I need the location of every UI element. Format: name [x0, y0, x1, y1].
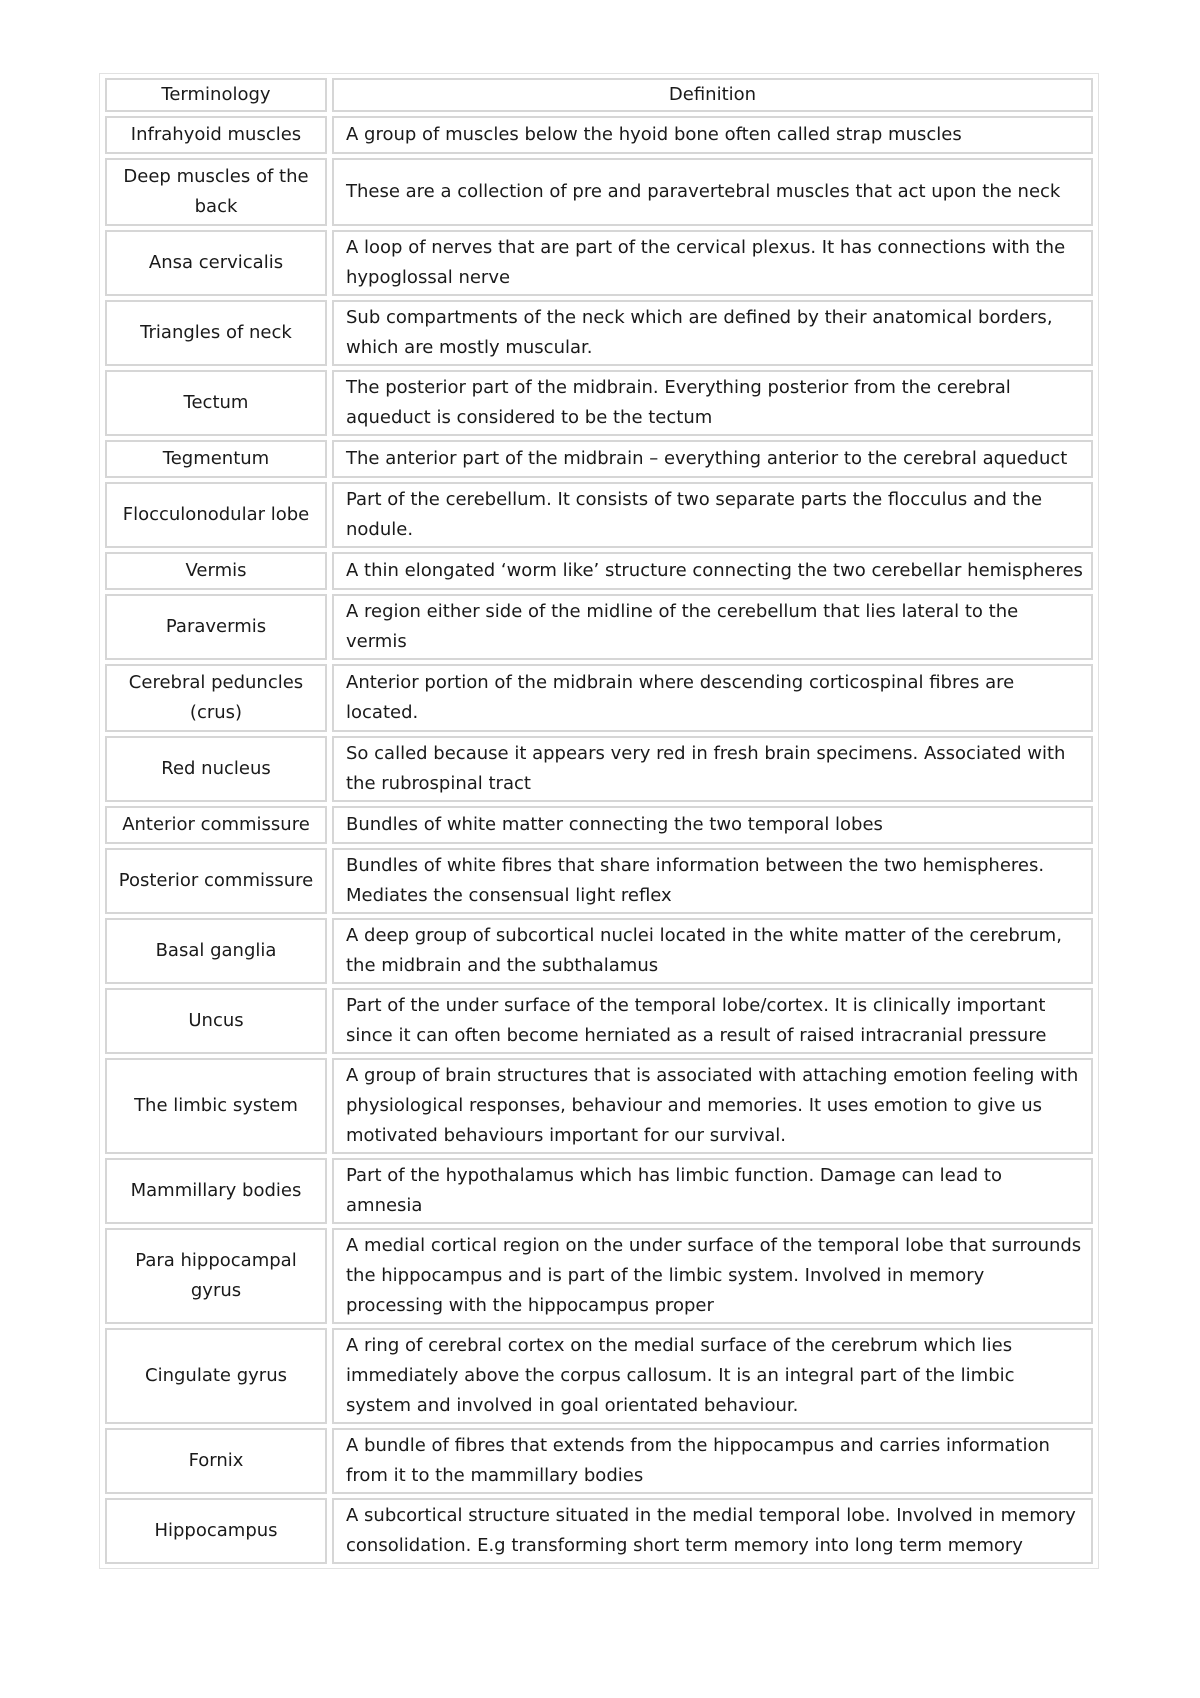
table-row: [105, 370, 1093, 436]
table-row: [105, 300, 1093, 366]
table-row: [105, 552, 1093, 590]
table-row: [105, 806, 1093, 844]
table-row: [105, 736, 1093, 802]
definition-cell: A loop of nerves that are part of the cervical plexus. It has connections with the hypoglossal nerve: [332, 230, 1093, 296]
definition-cell: A ring of cerebral cortex on the medial surface of the cerebrum which lies immediately above the corpus callosum. It is an integral part of the limbic system and involved in goal orientated behaviour.: [332, 1328, 1093, 1424]
term-cell: The limbic system: [105, 1058, 327, 1154]
term-cell: Red nucleus: [105, 736, 327, 802]
table-row: [105, 918, 1093, 984]
definition-cell: A thin elongated ‘worm like’ structure connecting the two cerebellar hemispheres: [332, 552, 1093, 590]
table-row: [105, 116, 1093, 154]
header-row: [105, 78, 1093, 112]
term-cell: Cingulate gyrus: [105, 1328, 327, 1424]
term-cell: Fornix: [105, 1428, 327, 1494]
table-row: [105, 1158, 1093, 1224]
term-cell: Posterior commissure: [105, 848, 327, 914]
table-row: [105, 1498, 1093, 1564]
table-row: [105, 158, 1093, 226]
term-cell: Deep muscles of the back: [105, 158, 327, 226]
definition-cell: A bundle of fibres that extends from the hippocampus and carries information from it to the mammillary bodies: [332, 1428, 1093, 1494]
definition-cell: Anterior portion of the midbrain where descending corticospinal fibres are located.: [332, 664, 1093, 732]
table-row: [105, 230, 1093, 296]
term-cell: Tegmentum: [105, 440, 327, 478]
definition-cell: The posterior part of the midbrain. Everything posterior from the cerebral aqueduct is considered to be the tectum: [332, 370, 1093, 436]
definition-cell: A deep group of subcortical nuclei located in the white matter of the cerebrum, the midbrain and the subthalamus: [332, 918, 1093, 984]
table-row: [105, 1428, 1093, 1494]
definition-cell: These are a collection of pre and paravertebral muscles that act upon the neck: [332, 158, 1093, 226]
definition-cell: Part of the under surface of the temporal lobe/cortex. It is clinically important since it can often become herniated as a result of raised intracranial pressure: [332, 988, 1093, 1054]
table-row: [105, 848, 1093, 914]
table-row: [105, 594, 1093, 660]
term-cell: Infrahyoid muscles: [105, 116, 327, 154]
glossary-sheet: [100, 74, 1098, 1568]
definition-cell: A region either side of the midline of the cerebellum that lies lateral to the vermis: [332, 594, 1093, 660]
definition-cell: A medial cortical region on the under surface of the temporal lobe that surrounds the hippocampus and is part of the limbic system. Involved in memory processing with the hippocampus proper: [332, 1228, 1093, 1324]
definition-cell: A group of brain structures that is associated with attaching emotion feeling with physiological responses, behaviour and memories. It uses emotion to give us motivated behaviours important for our survival.: [332, 1058, 1093, 1154]
table-row: [105, 440, 1093, 478]
terminology-table: [100, 74, 1098, 1568]
definition-cell: Sub compartments of the neck which are defined by their anatomical borders, which are mostly muscular.: [332, 300, 1093, 366]
term-cell: Para hippocampal gyrus: [105, 1228, 327, 1324]
table-row: [105, 988, 1093, 1054]
term-cell: Flocculonodular lobe: [105, 482, 327, 548]
term-cell: Ansa cervicalis: [105, 230, 327, 296]
table-row: [105, 664, 1093, 732]
definition-cell: Bundles of white matter connecting the two temporal lobes: [332, 806, 1093, 844]
term-cell: Triangles of neck: [105, 300, 327, 366]
definition-cell: The anterior part of the midbrain – everything anterior to the cerebral aqueduct: [332, 440, 1093, 478]
definition-cell: Part of the cerebellum. It consists of two separate parts the flocculus and the nodule.: [332, 482, 1093, 548]
term-cell: Uncus: [105, 988, 327, 1054]
term-cell: Mammillary bodies: [105, 1158, 327, 1224]
table-row: [105, 1228, 1093, 1324]
definition-cell: Part of the hypothalamus which has limbic function. Damage can lead to amnesia: [332, 1158, 1093, 1224]
table-body: [105, 116, 1093, 1564]
definition-cell: A group of muscles below the hyoid bone often called strap muscles: [332, 116, 1093, 154]
definition-cell: A subcortical structure situated in the medial temporal lobe. Involved in memory consolidation. E.g transforming short term memory into long term memory: [332, 1498, 1093, 1564]
term-cell: Cerebral peduncles (crus): [105, 664, 327, 732]
definition-header: Definition: [332, 78, 1093, 112]
term-cell: Vermis: [105, 552, 327, 590]
definition-cell: Bundles of white fibres that share information between the two hemispheres. Mediates the consensual light reflex: [332, 848, 1093, 914]
term-cell: Paravermis: [105, 594, 327, 660]
table-row: [105, 482, 1093, 548]
term-cell: Tectum: [105, 370, 327, 436]
term-cell: Basal ganglia: [105, 918, 327, 984]
terminology-header: Terminology: [105, 78, 327, 112]
table-row: [105, 1328, 1093, 1424]
term-cell: Hippocampus: [105, 1498, 327, 1564]
definition-cell: So called because it appears very red in fresh brain specimens. Associated with the rubrospinal tract: [332, 736, 1093, 802]
table-row: [105, 1058, 1093, 1154]
term-cell: Anterior commissure: [105, 806, 327, 844]
